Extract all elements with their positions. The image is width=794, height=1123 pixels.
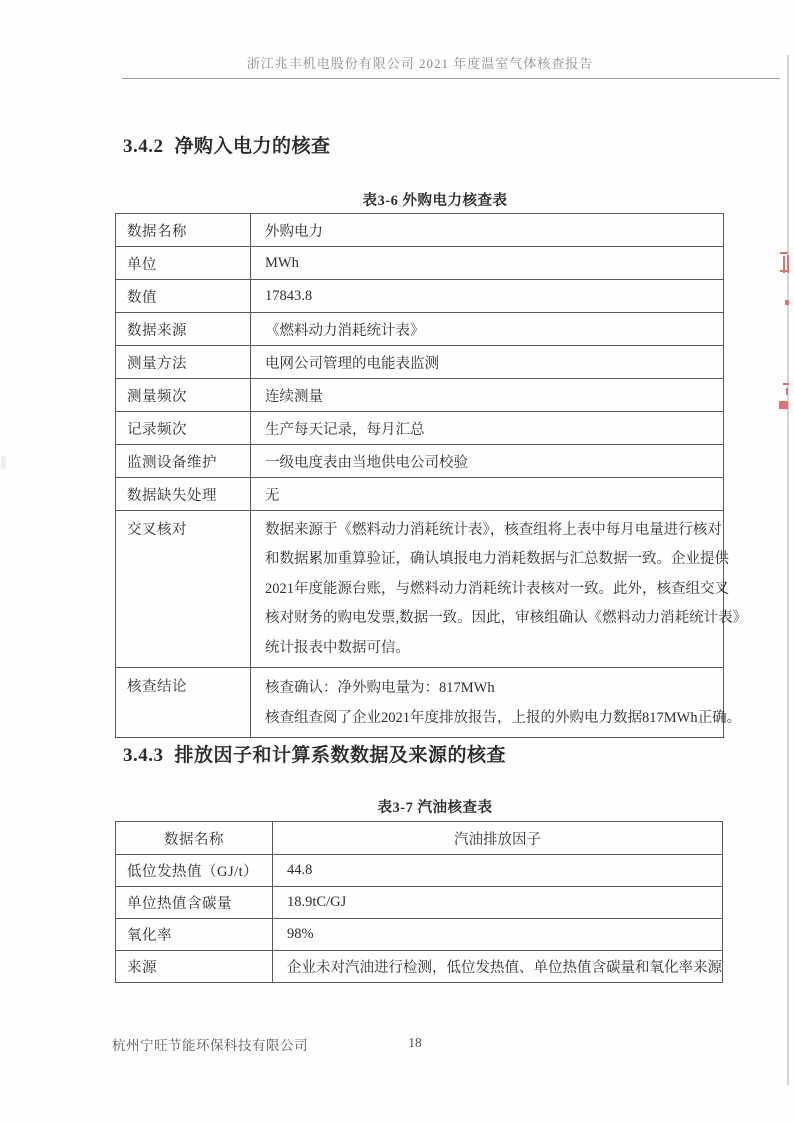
margin-annotation-mark xyxy=(780,252,788,254)
header-label: 数据名称 xyxy=(116,822,273,854)
row-value xyxy=(251,511,753,667)
value-line: 和数据累加重算验证，确认填报电力消耗数据与汇总数据一致。企业提供 xyxy=(265,551,729,568)
header-divider-rule xyxy=(122,78,780,79)
table-row xyxy=(116,886,722,918)
row-label: 监测设备维护 xyxy=(116,445,251,477)
section-heading-342 xyxy=(123,131,331,158)
table-3-6-caption: 表3-6 外购电力核查表 xyxy=(362,193,508,209)
table-3-7-gasoline xyxy=(115,821,723,983)
table-row xyxy=(116,950,722,982)
value-line: 核查组查阅了企业2021年度排放报告，上报的外购电力数据817MWh正确。 xyxy=(265,710,742,727)
margin-annotation-mark xyxy=(787,255,789,273)
row-label: 测量频次 xyxy=(116,379,251,411)
row-value: MWh xyxy=(265,254,299,271)
row-value: 企业未对汽油进行检测，低位发热值、单位热值含碳量和氧化率来源 xyxy=(287,960,722,976)
row-value: 17843.8 xyxy=(265,287,313,304)
table-row xyxy=(116,214,723,246)
table-header-row xyxy=(116,822,722,854)
row-value xyxy=(251,668,747,737)
row-value: 44.8 xyxy=(287,862,313,878)
row-label: 测量方法 xyxy=(116,346,251,378)
row-label: 数值 xyxy=(116,280,251,312)
row-label: 单位 xyxy=(116,247,251,279)
margin-annotation-mark xyxy=(779,401,788,409)
row-label: 单位热值含碳量 xyxy=(116,887,273,918)
table-row xyxy=(116,444,723,477)
row-label: 数据名称 xyxy=(116,214,251,246)
margin-annotation-mark xyxy=(780,270,787,272)
row-value: 《燃料动力消耗统计表》 xyxy=(265,322,425,339)
scan-smudge xyxy=(1,456,6,469)
scan-edge-line xyxy=(787,55,789,1085)
margin-annotation-mark xyxy=(783,383,789,385)
section-title: 排放因子和计算系数数据及来源的核查 xyxy=(174,745,507,766)
table-3-6-purchased-electricity xyxy=(115,213,748,738)
section-number: 3.4.3 xyxy=(123,745,164,766)
header-value: 汽油排放因子 xyxy=(454,831,541,848)
row-label: 记录频次 xyxy=(116,412,251,444)
page-number: 18 xyxy=(408,1035,422,1050)
row-value: 连续测量 xyxy=(265,388,323,405)
row-label: 数据缺失处理 xyxy=(116,478,251,510)
footer-company-name: 杭州宁旺节能环保科技有限公司 xyxy=(112,1038,308,1053)
table-row xyxy=(116,378,723,411)
row-value: 18.9tC/GJ xyxy=(287,894,347,910)
margin-annotation-mark xyxy=(785,300,789,305)
value-line: 统计报表中数据可信。 xyxy=(265,639,410,656)
row-label: 低位发热值（GJ/t） xyxy=(116,855,273,886)
row-value: 一级电度表由当地供电公司校验 xyxy=(265,454,468,471)
row-value: 电网公司管理的电能表监测 xyxy=(265,355,439,372)
margin-annotation-mark xyxy=(786,388,788,395)
row-label: 交叉核对 xyxy=(116,511,251,667)
running-header-title: 浙江兆丰机电股份有限公司 2021 年度温室气体核查报告 xyxy=(246,56,594,71)
table-3-7-caption: 表3-7 汽油核查表 xyxy=(377,800,493,816)
row-label: 数据来源 xyxy=(116,313,251,345)
section-number: 3.4.2 xyxy=(123,136,164,157)
table-row xyxy=(116,918,722,950)
row-label: 核查结论 xyxy=(116,668,251,737)
value-line: 核对财务的购电发票,数据一致。因此，审核组确认《燃料动力消耗统计表》 xyxy=(265,610,748,627)
table-row xyxy=(116,854,722,886)
row-label: 来源 xyxy=(116,951,273,982)
value-line: 2021年度能源台账，与燃料动力消耗统计表核对一致。此外，核查组交叉 xyxy=(265,580,729,597)
table-row xyxy=(116,246,723,279)
row-value: 98% xyxy=(287,926,314,942)
row-value: 生产每天记录，每月汇总 xyxy=(265,421,425,438)
row-value: 无 xyxy=(265,487,280,504)
table-row xyxy=(116,477,723,510)
section-heading-343 xyxy=(123,740,506,767)
table-row xyxy=(116,411,723,444)
value-line: 数据来源于《燃料动力消耗统计表》，核查组将上表中每月电量进行核对 xyxy=(265,522,722,538)
value-line: 核查确认：净外购电量为：817MWh xyxy=(265,680,495,697)
row-value: 外购电力 xyxy=(265,223,323,240)
table-row xyxy=(116,279,723,312)
table-row-conclusion xyxy=(116,667,742,737)
row-label: 氧化率 xyxy=(116,919,273,950)
table-row xyxy=(116,345,723,378)
table-row xyxy=(116,312,723,345)
section-title: 净购入电力的核查 xyxy=(174,136,331,157)
table-row-cross-check xyxy=(116,510,748,667)
